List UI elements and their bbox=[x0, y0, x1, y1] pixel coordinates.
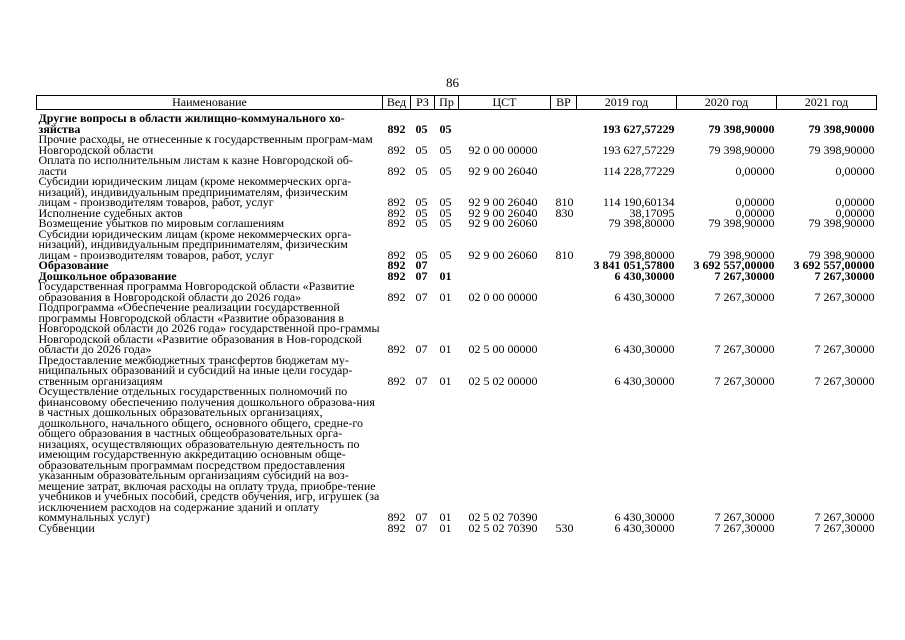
page-number: 86 bbox=[446, 75, 459, 90]
table-row bbox=[37, 229, 877, 261]
cell-name: Государственная программа Новгородской области «Развитие образования в Новгородской области до 2026 года» bbox=[38, 279, 355, 304]
cell-name: Дошкольное образование bbox=[38, 268, 177, 283]
cell-rz: 07 bbox=[415, 258, 428, 272]
cell-2019: 114 228,77229 bbox=[602, 163, 675, 178]
cell-pr: 05 bbox=[439, 195, 452, 209]
cell-ved: 892 bbox=[387, 163, 406, 178]
cell-vr bbox=[551, 134, 577, 155]
cell-cst: 92 9 00 26040 bbox=[468, 205, 538, 220]
cell-rz: 07 bbox=[415, 289, 428, 304]
table-row bbox=[37, 110, 877, 135]
header-vr: ВР bbox=[551, 96, 577, 110]
cell-2019: 6 430,30000 bbox=[614, 373, 675, 388]
cell-2021: 0,00000 bbox=[835, 163, 875, 178]
cell-2019: 6 430,30000 bbox=[614, 510, 675, 524]
cell-rz: 07 bbox=[415, 268, 428, 283]
cell-name: Оплата по исполнительным листам к казне Новгородской об-ласти bbox=[38, 153, 353, 178]
table-header-row bbox=[37, 96, 877, 110]
header-rz: РЗ bbox=[411, 96, 435, 110]
cell-ved: 892 bbox=[387, 121, 406, 136]
cell-pr: 05 bbox=[439, 216, 452, 230]
cell-cst: 92 9 00 26060 bbox=[468, 247, 538, 262]
header-pr: Пр bbox=[435, 96, 459, 110]
cell-2019: 6 430,30000 bbox=[614, 268, 675, 283]
cell-2020: 0,00000 bbox=[735, 205, 775, 220]
cell-ved: 892 bbox=[387, 520, 406, 535]
header-2019: 2019 год bbox=[577, 96, 677, 110]
cell-2019: 79 398,80000 bbox=[608, 247, 675, 262]
cell-ved: 892 bbox=[387, 258, 406, 272]
cell-vr bbox=[551, 355, 577, 387]
cell-ved: 892 bbox=[387, 373, 406, 388]
table-row bbox=[37, 155, 877, 176]
table-row bbox=[37, 355, 877, 387]
header-ved: Вед bbox=[383, 96, 411, 110]
cell-cst: 02 5 00 00000 bbox=[468, 342, 538, 356]
cell-2019: 6 430,30000 bbox=[614, 289, 675, 304]
cell-2020: 79 398,90000 bbox=[708, 216, 775, 230]
cell-2020: 7 267,30000 bbox=[714, 520, 775, 535]
table-row bbox=[37, 281, 877, 302]
cell-2021: 7 267,30000 bbox=[814, 373, 875, 388]
table-row bbox=[37, 134, 877, 155]
cell-2019: 6 430,30000 bbox=[614, 342, 675, 356]
cell-name: Субсидии юридическим лицам (кроме некоммерческих орга-низаций), индивидуальным предпринимателям, физическим лицам - производителям товаров, работ, услуг bbox=[38, 174, 352, 209]
cell-ved: 892 bbox=[387, 195, 406, 209]
cell-name: Образование bbox=[38, 258, 109, 272]
cell-2020: 3 692 557,00000 bbox=[693, 258, 775, 272]
cell-2020: 79 398,90000 bbox=[708, 142, 775, 157]
table-row bbox=[37, 386, 877, 523]
cell-2021: 79 398,90000 bbox=[808, 142, 875, 157]
cell-vr: 830 bbox=[555, 205, 574, 220]
table-row bbox=[37, 176, 877, 208]
cell-rz: 05 bbox=[415, 247, 428, 262]
header-cst: ЦСТ bbox=[459, 96, 551, 110]
cell-name: Прочие расходы, не отнесенные к государственным програм-мам Новгородской области bbox=[38, 132, 373, 157]
cell-cst: 92 0 00 00000 bbox=[468, 142, 538, 157]
cell-cst: 92 9 00 26040 bbox=[468, 195, 538, 209]
cell-ved: 892 bbox=[387, 247, 406, 262]
cell-2021: 3 692 557,00000 bbox=[793, 258, 875, 272]
cell-pr: 05 bbox=[439, 205, 452, 220]
cell-cst bbox=[459, 271, 551, 282]
cell-2020: 0,00000 bbox=[735, 163, 775, 178]
cell-2020: 79 398,90000 bbox=[708, 121, 775, 136]
cell-cst: 02 5 02 00000 bbox=[468, 373, 538, 388]
cell-cst bbox=[459, 260, 551, 271]
table-row bbox=[37, 302, 877, 355]
cell-cst: 92 9 00 26060 bbox=[468, 216, 538, 230]
cell-cst: 02 0 00 00000 bbox=[468, 289, 538, 304]
cell-rz: 05 bbox=[415, 121, 428, 136]
cell-vr bbox=[551, 110, 577, 135]
cell-pr: 01 bbox=[439, 520, 452, 535]
cell-2020: 0,00000 bbox=[735, 195, 775, 209]
cell-vr: 810 bbox=[555, 195, 574, 209]
cell-2021: 0,00000 bbox=[835, 205, 875, 220]
cell-2020: 79 398,90000 bbox=[708, 247, 775, 262]
cell-pr: 01 bbox=[439, 373, 452, 388]
cell-2020: 7 267,30000 bbox=[714, 268, 775, 283]
header-2020: 2020 год bbox=[677, 96, 777, 110]
cell-rz: 07 bbox=[415, 373, 428, 388]
cell-rz: 05 bbox=[415, 163, 428, 178]
cell-cst: 02 5 02 70390 bbox=[468, 510, 538, 524]
budget-table bbox=[36, 95, 877, 533]
cell-vr bbox=[551, 218, 577, 229]
cell-2021: 79 398,90000 bbox=[808, 216, 875, 230]
cell-name: Субвенции bbox=[38, 520, 95, 535]
cell-2021: 7 267,30000 bbox=[814, 268, 875, 283]
cell-name: Исполнение судебных актов bbox=[38, 205, 183, 220]
table-body bbox=[37, 110, 877, 534]
cell-vr: 530 bbox=[555, 520, 574, 535]
cell-2020: 7 267,30000 bbox=[714, 342, 775, 356]
cell-pr: 01 bbox=[439, 289, 452, 304]
cell-ved: 892 bbox=[387, 342, 406, 356]
cell-2020: 7 267,30000 bbox=[714, 289, 775, 304]
cell-pr: 05 bbox=[439, 163, 452, 178]
cell-rz: 07 bbox=[415, 510, 428, 524]
table-row bbox=[37, 523, 877, 534]
cell-2021: 79 398,90000 bbox=[808, 247, 875, 262]
cell-vr bbox=[551, 386, 577, 523]
cell-2021: 7 267,30000 bbox=[814, 520, 875, 535]
cell-vr bbox=[551, 271, 577, 282]
cell-ved: 892 bbox=[387, 268, 406, 283]
cell-2021: 0,00000 bbox=[835, 195, 875, 209]
cell-pr: 05 bbox=[439, 121, 452, 136]
cell-rz: 05 bbox=[415, 195, 428, 209]
cell-2019: 3 841 051,57800 bbox=[593, 258, 675, 272]
cell-pr: 05 bbox=[439, 247, 452, 262]
cell-pr: 01 bbox=[439, 268, 452, 283]
cell-2020: 7 267,30000 bbox=[714, 510, 775, 524]
header-2021: 2021 год bbox=[777, 96, 877, 110]
cell-cst bbox=[459, 110, 551, 135]
cell-rz: 05 bbox=[415, 142, 428, 157]
cell-name: Подпрограмма «Обеспечение реализации государственной программы Новгородской области «Развитие образования в Новгородской области до 2026 года» государственной про-граммы Новгородской области «Развитие образования в Нов-городской области до 2026 года» bbox=[38, 300, 380, 356]
cell-2021: 7 267,30000 bbox=[814, 289, 875, 304]
cell-2021: 7 267,30000 bbox=[814, 510, 875, 524]
cell-pr: 01 bbox=[439, 510, 452, 524]
cell-vr bbox=[551, 302, 577, 355]
cell-2019: 193 627,57229 bbox=[602, 121, 675, 136]
cell-name: Возмещение убытков по мировым соглашениям bbox=[38, 216, 285, 230]
cell-pr: 01 bbox=[439, 342, 452, 356]
cell-2019: 193 627,57229 bbox=[602, 142, 675, 157]
cell-name: Другие вопросы в области жилищно-коммунального хо-зяйства bbox=[38, 111, 345, 136]
cell-2019: 38,17095 bbox=[629, 205, 675, 220]
cell-rz: 07 bbox=[415, 520, 428, 535]
cell-name: Предоставление межбюджетных трансфертов бюджетам му-ниципальных образований и субсидий на иные цели государ-ственным организациям bbox=[38, 352, 353, 388]
cell-rz: 05 bbox=[415, 216, 428, 230]
cell-2020: 7 267,30000 bbox=[714, 373, 775, 388]
cell-vr: 810 bbox=[555, 247, 574, 262]
cell-ved: 892 bbox=[387, 289, 406, 304]
cell-2019: 6 430,30000 bbox=[614, 520, 675, 535]
cell-ved: 892 bbox=[387, 142, 406, 157]
cell-ved: 892 bbox=[387, 205, 406, 220]
cell-rz: 07 bbox=[415, 342, 428, 356]
cell-name: Осуществление отдельных государственных полномочий по финансовому обеспечению получения дошкольного образова-ния в частных дошкольных образовательных организациях, дошкольного, начального общего, основного общего, средне-го общего образования в частных общеобразовательных орга-низациях, осуществляющих образовательную деятельность по имеющим государственную аккредитацию основным обще-образовательным программам посредством предоставления указанным образовательным организациям субсидий на воз-мещение затрат, включая расходы на оплату труда, приобре-тение учебников и учебных пособий, средств обучения, игр, игрушек (за исключением расходов на содержание зданий и оплату коммунальных услуг) bbox=[38, 384, 380, 524]
cell-name: Субсидии юридическим лицам (кроме некоммерческих орга-низаций), индивидуальным предпринимателям, физическим лицам - производителям товаров, работ, услуг bbox=[38, 226, 352, 262]
cell-cst: 92 9 00 26040 bbox=[468, 163, 538, 178]
cell-2019: 114 190,60134 bbox=[602, 195, 675, 209]
cell-2019: 79 398,80000 bbox=[608, 216, 675, 230]
header-name: Наименование bbox=[37, 96, 383, 110]
cell-2021: 7 267,30000 bbox=[814, 342, 875, 356]
cell-ved: 892 bbox=[387, 510, 406, 524]
cell-vr bbox=[551, 281, 577, 302]
cell-rz: 05 bbox=[415, 205, 428, 220]
cell-vr bbox=[551, 260, 577, 271]
cell-cst: 02 5 02 70390 bbox=[468, 520, 538, 535]
cell-vr bbox=[551, 155, 577, 176]
cell-ved: 892 bbox=[387, 216, 406, 230]
cell-2021: 79 398,90000 bbox=[808, 121, 875, 136]
cell-pr: 05 bbox=[439, 142, 452, 157]
